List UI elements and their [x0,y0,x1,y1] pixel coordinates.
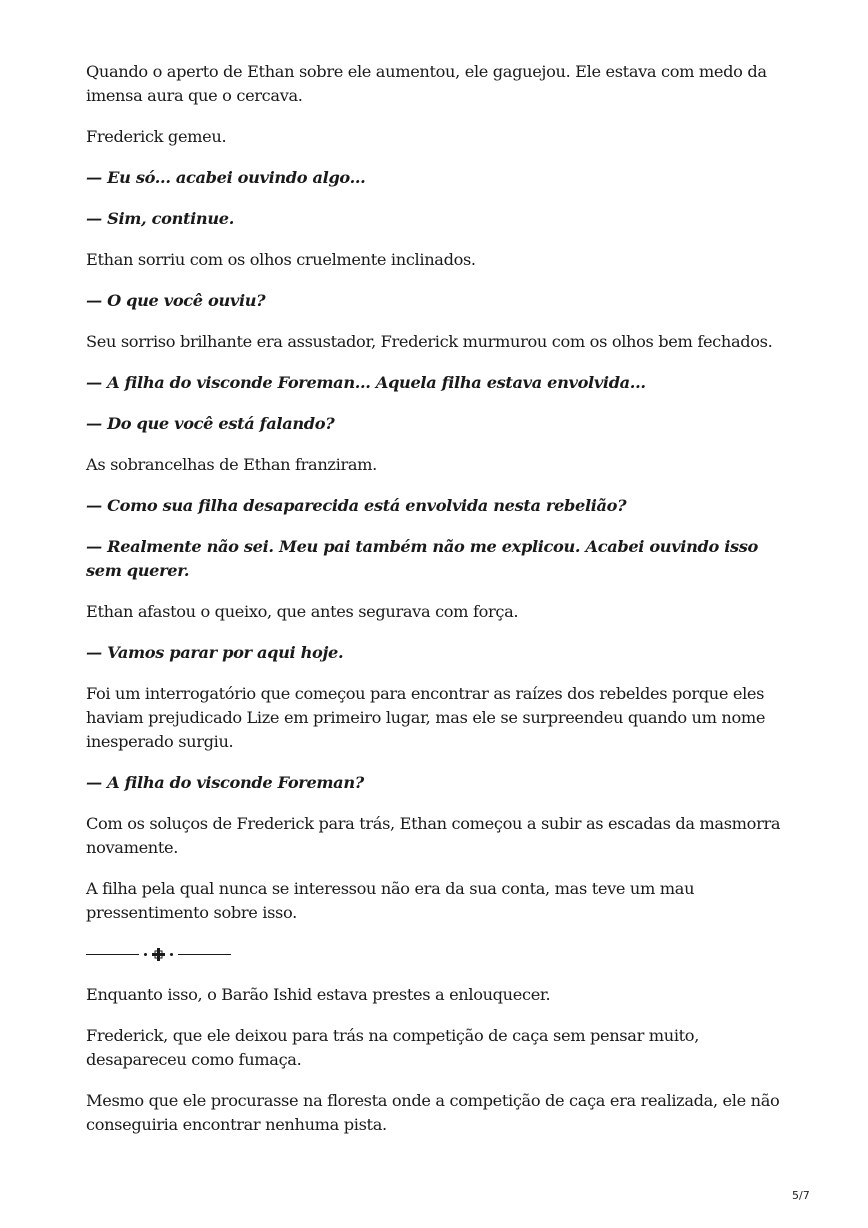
document-page [86,60,786,1154]
dialogue-line: — Vamos parar por aqui hoje. [86,643,344,662]
divider-dot [144,953,147,956]
dialogue-line: — A filha do visconde Foreman... Aquela filha estava envolvida... [86,373,646,392]
dialogue-line: — Eu só... acabei ouvindo algo... [86,168,366,187]
paragraph: Frederick gemeu. [86,127,227,146]
dialogue-line: — Sim, continue. [86,209,234,228]
paragraph: Ethan sorriu com os olhos cruelmente inclinados. [86,250,476,269]
divider-line [86,954,139,955]
dialogue-line: — A filha do visconde Foreman? [86,773,364,792]
page-number: 5/7 [792,1189,810,1202]
divider-line [178,954,231,955]
paragraph: As sobrancelhas de Ethan franziram. [86,455,377,474]
dialogue-line: — O que você ouviu? [86,291,266,310]
section-divider [86,942,786,966]
dialogue-line: — Do que você está falando? [86,414,335,433]
paragraph: Ethan afastou o queixo, que antes segurava com força. [86,602,519,621]
paragraph: Quando o aperto de Ethan sobre ele aumentou, ele gaguejou. Ele estava com medo da imensa aura que o cercava. [86,62,767,105]
paragraph: Seu sorriso brilhante era assustador, Frederick murmurou com os olhos bem fechados. [86,332,773,351]
dialogue-line: — Como sua filha desaparecida está envolvida nesta rebelião? [86,496,627,515]
paragraph: Frederick, que ele deixou para trás na competição de caça sem pensar muito, desapareceu como fumaça. [86,1026,699,1069]
divider-dot [170,953,173,956]
ornament-cross-icon [152,948,165,961]
paragraph: Mesmo que ele procurasse na floresta onde a competição de caça era realizada, ele não conseguiria encontrar nenhuma pista. [86,1091,780,1134]
paragraph: Enquanto isso, o Barão Ishid estava prestes a enlouquecer. [86,985,551,1004]
paragraph: Foi um interrogatório que começou para encontrar as raízes dos rebeldes porque eles haviam prejudicado Lize em primeiro lugar, mas ele se surpreendeu quando um nome inesperado surgiu. [86,684,766,751]
paragraph: Com os soluços de Frederick para trás, Ethan começou a subir as escadas da masmorra novamente. [86,814,781,857]
paragraph: A filha pela qual nunca se interessou não era da sua conta, mas teve um mau pressentimento sobre isso. [86,879,695,922]
dialogue-line: — Realmente não sei. Meu pai também não me explicou. Acabei ouvindo isso sem querer. [86,537,758,580]
